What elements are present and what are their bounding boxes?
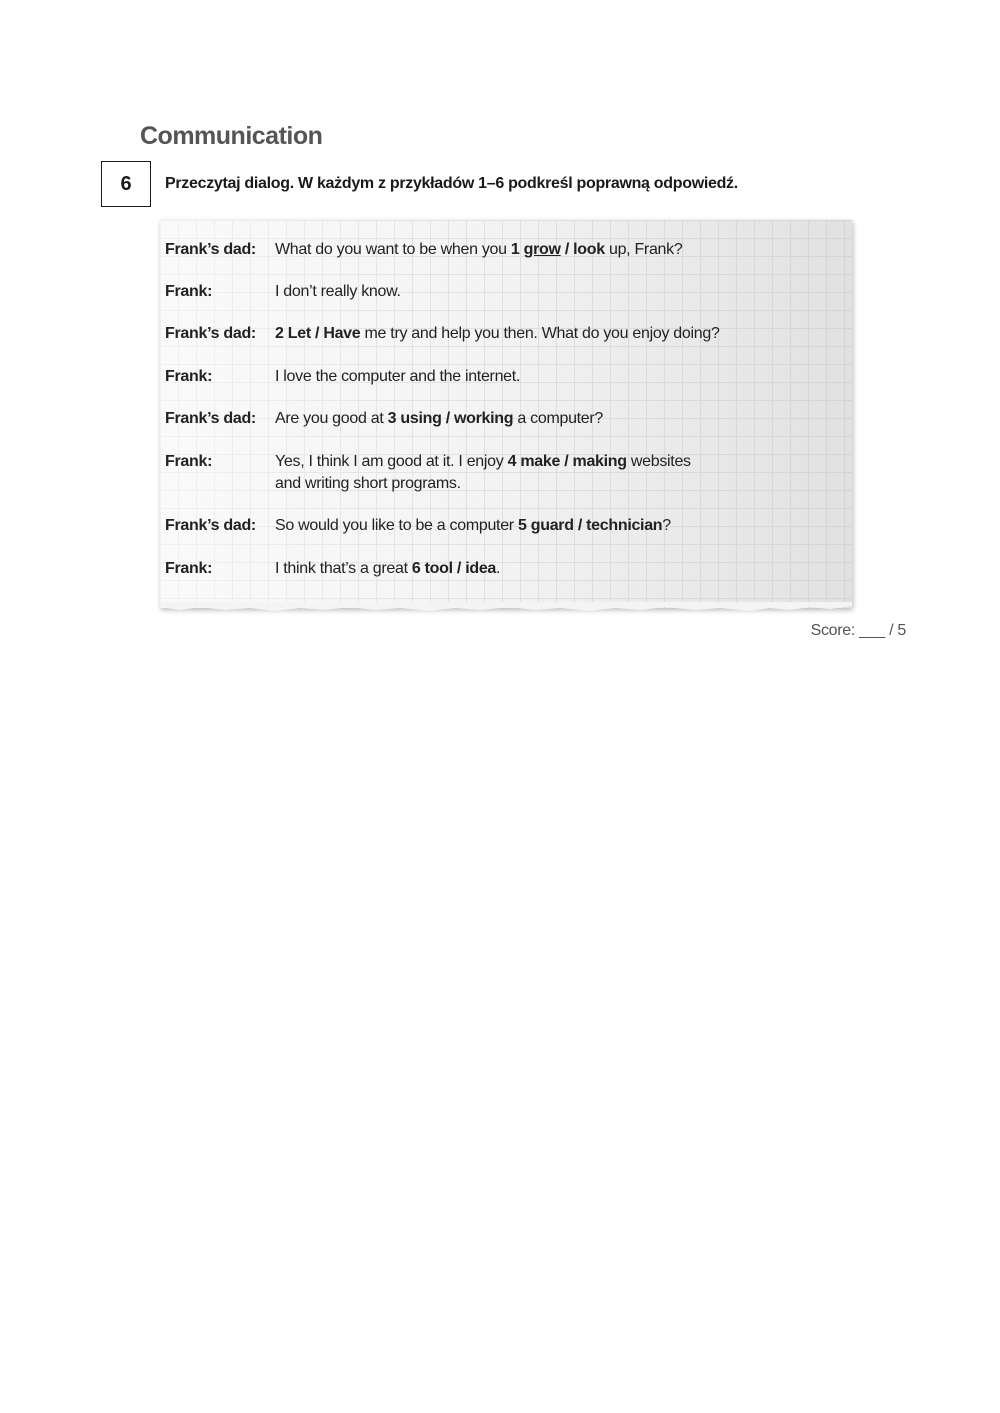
graph-paper-card [160, 220, 852, 608]
choice-option-b[interactable]: technician [586, 517, 663, 534]
speaker-label: Frank: [165, 453, 213, 470]
item-number: 5 [517, 517, 527, 534]
dialog-text: I love the computer and the internet. [275, 368, 521, 385]
choice-option-a[interactable]: grow [523, 241, 561, 258]
dialog-text: What do you want to be when you 1 grow / look up, Frank? [275, 241, 683, 258]
speaker-label: Frank’s dad: [165, 410, 256, 427]
speaker-label: Frank’s dad: [165, 517, 256, 534]
speaker-label: Frank: [165, 368, 213, 385]
section-title: Communication [140, 122, 323, 150]
speaker-label: Frank: [165, 283, 213, 300]
dialog-text: 2 Let / Have me try and help you then. What do you enjoy doing? [275, 325, 720, 342]
choice-option-b[interactable]: Have [323, 325, 361, 342]
dialog-text: Are you good at 3 using / working a computer? [275, 410, 604, 427]
torn-edge [160, 602, 852, 614]
item-number: 6 [411, 560, 421, 577]
dialog-text: I think that’s a great 6 tool / idea. [275, 560, 501, 577]
choice-option-b[interactable]: look [573, 241, 605, 258]
choice-option-a[interactable]: Let [287, 325, 311, 342]
dialog-text: Yes, I think I am good at it. I enjoy 4 make / making websites and writing short programs. [275, 453, 691, 492]
score-label: Score: ___ / 5 [810, 622, 906, 639]
item-number: 2 [275, 325, 284, 342]
choice-option-a[interactable]: guard [530, 517, 574, 534]
exercise-instruction: Przeczytaj dialog. W każdym z przykładów 1–6 podkreśl poprawną odpowiedź. [165, 175, 738, 192]
exercise-number: 6 [101, 161, 151, 207]
choice-option-b[interactable]: making [572, 453, 627, 470]
dialog-text: I don’t really know. [275, 283, 401, 300]
speaker-label: Frank: [165, 560, 213, 577]
dialog-text: So would you like to be a computer 5 guard / technician? [275, 517, 671, 534]
choice-option-a[interactable]: make [520, 453, 561, 470]
choice-option-a[interactable]: tool [424, 560, 453, 577]
speaker-label: Frank’s dad: [165, 325, 256, 342]
speaker-label: Frank’s dad: [165, 241, 256, 258]
choice-option-b[interactable]: idea [465, 560, 497, 577]
item-number: 4 [507, 453, 517, 470]
item-number: 1 [510, 241, 520, 258]
item-number: 3 [387, 410, 397, 427]
choice-option-a[interactable]: using [400, 410, 442, 427]
choice-option-b[interactable]: working [454, 410, 514, 427]
